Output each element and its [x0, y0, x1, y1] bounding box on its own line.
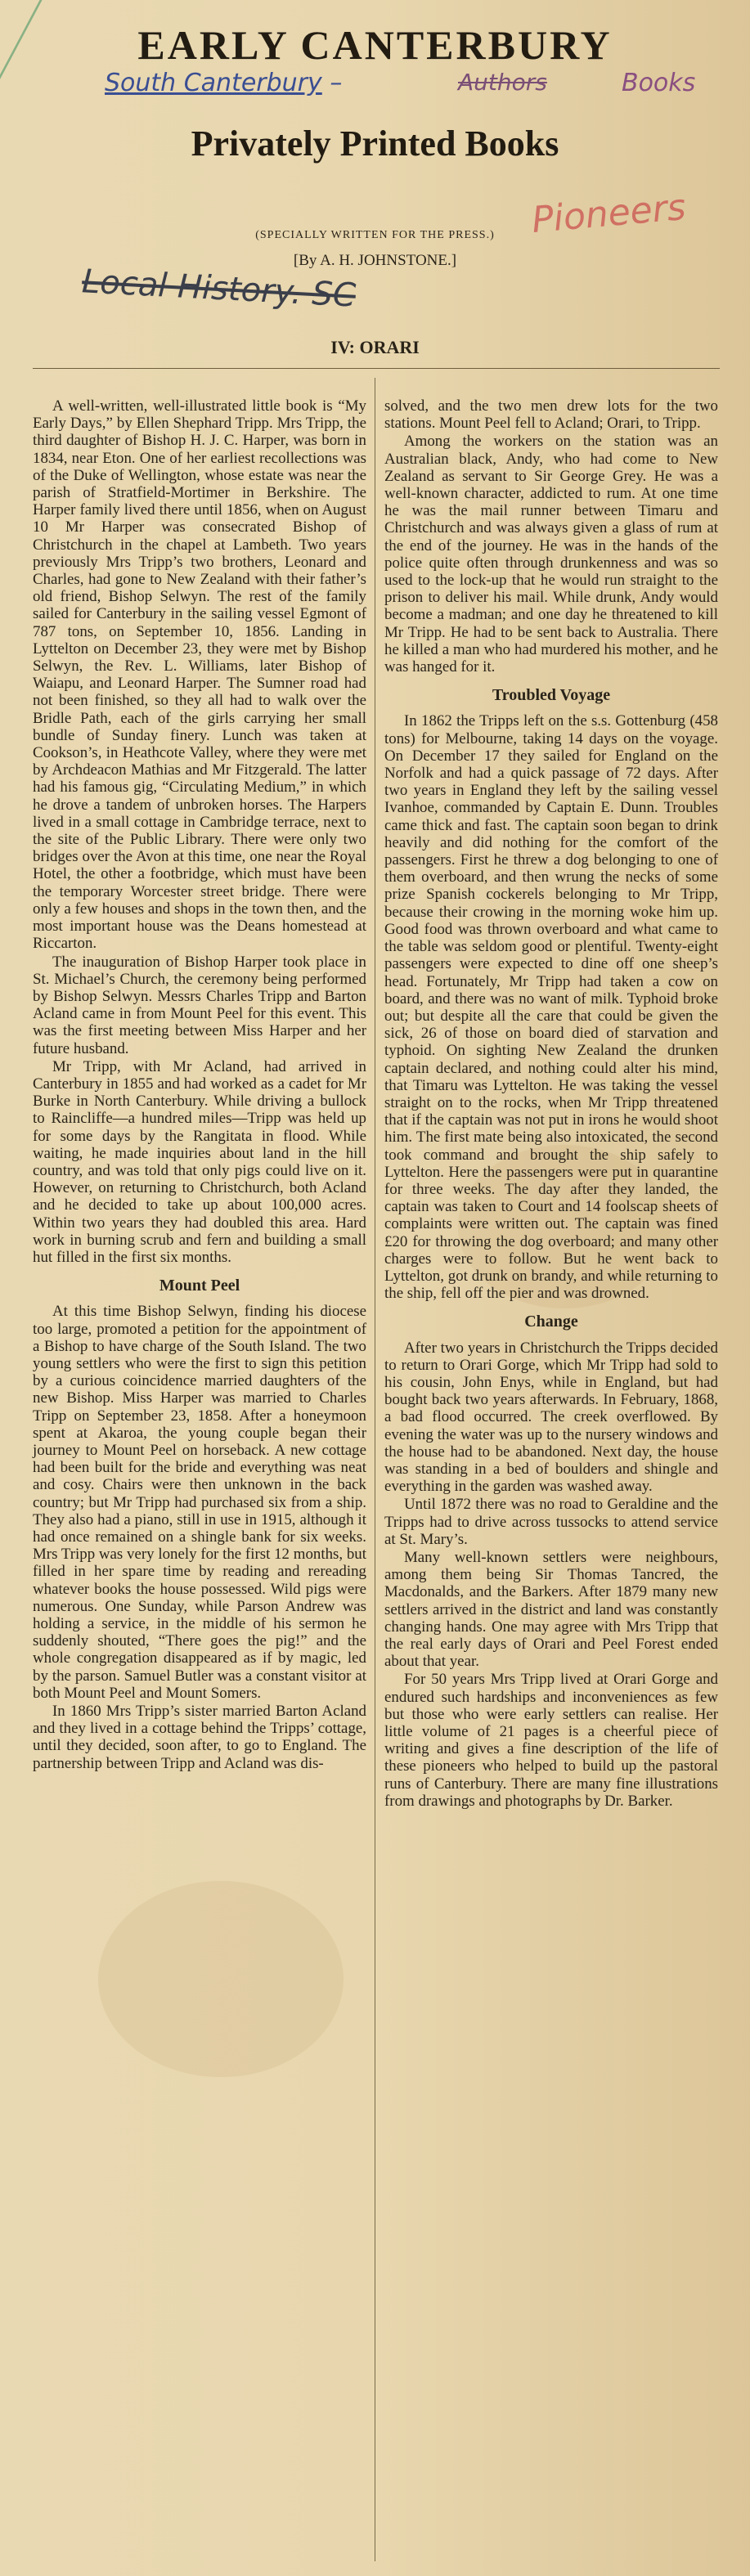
right-column	[384, 397, 718, 1811]
article-paragraph: Many well-known settlers were neighbours, among them being Sir Thomas Tancred, the Macdonalds, and the Barkers. After 1879 many new settlers arrived in the district and land was constantly changing hands. One may agree with Mrs Tripp that the real early days of Orari and Peel Forest ended about that year.	[384, 1549, 718, 1671]
handwritten-annotation-south: South Canterbury –	[105, 69, 343, 97]
article-paragraph: solved, and the two men drew lots for the two stations. Mount Peel fell to Acland; Orari, to Tripp.	[384, 397, 718, 433]
headline: Privately Printed Books	[191, 123, 559, 164]
article-paragraph: Until 1872 there was no road to Geraldine and the Tripps had to drive across tussocks to attend service at St. Mary’s.	[384, 1496, 718, 1548]
article-paragraph: In 1860 Mrs Tripp’s sister married Barton Acland and they lived in a cottage behind the Tripps’ cottage, until they decided, soon after, to go to England. The partnership between Tripp and Acland was dis-	[33, 1703, 366, 1772]
byline: [By A. H. JOHNSTONE.]	[293, 252, 457, 269]
handwritten-struck-word: Authors	[458, 69, 547, 96]
handwritten-books: Books	[622, 69, 696, 97]
article-paragraph: The inauguration of Bishop Harper took place in St. Michael’s Church, the ceremony being performed by Bishop Selwyn. Messrs Charles Tripp and Barton Acland came in from Mount Peel for this event. This was the first meeting between Miss Harper and her future husband.	[33, 953, 366, 1057]
subheading: Mount Peel	[159, 1277, 240, 1295]
handwritten-pioneers: Pioneers	[530, 186, 688, 242]
masthead: EARLY CANTERBURY	[137, 22, 613, 68]
article-paragraph: A well-written, well-illustrated little book is “My Early Days,” by Ellen Shephard Tripp. Mrs Tripp, the third daughter of Bishop H. J. C. Harper, was born in 1834, near Eton. One of her earliest recollections was of the Duke of Wellington, whose estate was near the parish of Stratfield-Mortimer in Berkshire. The Harper family lived there until 1856, when on August 10 Mr Harper was consecrated Bishop of Christchurch in the chapel at Lambeth. Two years previously Mrs Tripp’s two brothers, Leonard and Charles, had gone to New Zealand with their father’s old friend, Bishop Selwyn. The rest of the family sailed for Canterbury in the sailing vessel Egmont of 787 tons, on September 10, 1856. Landing in Lyttelton on December 23, they were met by Bishop Selwyn, the Rev. L. Williams, later Bishop of Waiapu, and Leonard Harper. The Sumner road had not been finished, so they all had to walk over the Bridle Path, each of the girls carrying her small bundle of Sunday finery. Lunch was taken at Cookson’s, in Heathcote Valley, where they were met by Archdeacon Mathias and Mr Fitzgerald. The latter had his famous gig, “Circulating Medium,” in which he drove a tandem of unbroken horses. The Harpers lived in a small cottage in Cambridge terrace, next to the site of the Public Library. There were only two bridges over the Avon at this time, one near the Royal Hotel, the other a footbridge, which must have been the temporary Worcester street bridge. There were only a few houses and shops in the town then, and the most important house was the Deans homestead at Riccarton.	[33, 397, 366, 953]
article-paragraph: In 1862 the Tripps left on the s.s. Gottenburg (458 tons) for Melbourne, taking 14 days on the voyage. On December 17 they sailed for England on the Norfolk and had a quick passage of 72 days. After two years in England they left by the sailing vessel Ivanhoe, commanded by Captain E. Dunn. Troubles came thick and fast. The captain soon began to drink heavily and did nothing for the comfort of the passengers. First he threw a dog belonging to one of them overboard, and then wrung the necks of some prize Spanish cockerels belonging to Mr Tripp, because their crowing in the morning woke him up. Good food was thrown overboard and what came to the table was seldom good or plentiful. Twenty-eight passengers were expected to dine off one sheep’s head. Fortunately, Mr Tripp had taken a cow on board, and there was no want of milk. Typhoid broke out; but despite all the care that could be given the sick, 26 of those on board died of starvation and typhoid. On sighting New Zealand the drunken captain declared, and nothing could alter his mind, that Timaru was Lyttelton. He was taking the vessel straight on to the rocks, when Mr Tripp threatened that if the captain was not put in irons he would shoot him. The first mate being also intoxicated, the second took command and brought the ship safely to Lyttelton. Here the passengers were put in quarantine for three weeks. The day after they landed, the captain was taken to Court and 14 foolscap sheets of complaints were written out. The captain was fined £20 for throwing the dog overboard; and many other charges were to follow. But he went back to Lyttelton, got drunk on brandy, and while returning to the ship, fell off the pier and was drowned.	[384, 712, 718, 1303]
left-column	[33, 397, 366, 1773]
article-paragraph: At this time Bishop Selwyn, finding his diocese too large, promoted a petition for the appointment of a Bishop to have charge of the South Island. The two young settlers who were the first to sign this petition by a curious coincidence married daughters of the new Bishop. Miss Harper was married to Charles Tripp on September 23, 1858. After a honeymoon spent at Akaroa, the young couple began their journey to Mount Peel on horseback. A new cottage had been built for the bride and everything was neat and cosy. Chairs were then unknown in the back country; but Mr Tripp had purchased six from a ship. They also had a piano, still in use in 1915, although it had once remained on a shingle bank for six weeks. Mrs Tripp was very lonely for the first 12 months, but filled in her spare time by reading and rereading whatever books the house possessed. Wild pigs were numerous. One Sunday, while Parson Andrew was holding a service, in the middle of his sermon he suddenly shouted, “There goes the pig!” and the whole congregation disappeared as if by magic, led by the parson. Samuel Butler was a constant visitor at both Mount Peel and Mount Somers.	[33, 1303, 366, 1702]
article-paragraph: Mr Tripp, with Mr Acland, had arrived in Canterbury in 1855 and had worked as a cadet for Mr Burke in North Canterbury. While driving a bullock to Raincliffe—a hundred miles—Tripp was held up for some days by the Rangitata in flood. While waiting, he made inquiries about land in the hill country, and was told that only pigs could live on it. However, on returning to Christchurch, both Acland and he decided to take up about 100,000 acres. Within two years they had doubled this area. Hard work in burning scrub and fern and building a small hut filled in the first six months.	[33, 1057, 366, 1266]
subheading: Troubled Voyage	[492, 686, 611, 705]
top-rule	[33, 368, 720, 369]
series-number: IV: ORARI	[330, 337, 420, 357]
article-paragraph: For 50 years Mrs Tripp lived at Orari Gorge and endured such hardships and inconveniences as few but those who were early settlers can realise. Her little volume of 21 pages is a cheerful piece of writing and gives a fine description of the life of these pioneers who helped to build up the pastoral runs of Canterbury. There are many fine illustrations from drawings and photographs by Dr. Barker.	[384, 1671, 718, 1810]
article-paragraph: Among the workers on the station was an Australian black, Andy, who had come to New Zealand as servant to Sir George Grey. He was a well-known character, addicted to rum. At one time he was the mail runner between Timaru and Christchurch and was always given a glass of rum at the end of the journey. He was in the hands of the police quite often through drunkenness and was so used to the lock-up that he would run straight to the prison to deliver his mail. While drunk, Andy would become a madman; and one day he threatened to kill Mr Tripp. He had to be sent back to Australia. There he killed a man who had murdered his mother, and he was hanged for it.	[384, 433, 718, 676]
handwritten-local-history: Local History. SC	[81, 263, 357, 315]
article-paragraph: After two years in Christchurch the Tripps decided to return to Orari Gorge, which Mr Tripp had sold to his cousin, John Enys, while in England, but had bought back two years afterwards. In February, 1868, a bad flood occurred. The creek overflowed. By evening the water was up to the nursery windows and the house had to be abandoned. Next day, the house was standing in a bed of boulders and shingle and everything in the garden was washed away.	[384, 1339, 718, 1496]
credit-line: (SPECIALLY WRITTEN FOR THE PRESS.)	[255, 229, 495, 241]
paper-stain	[98, 1881, 344, 2077]
subheading: Change	[524, 1313, 578, 1331]
